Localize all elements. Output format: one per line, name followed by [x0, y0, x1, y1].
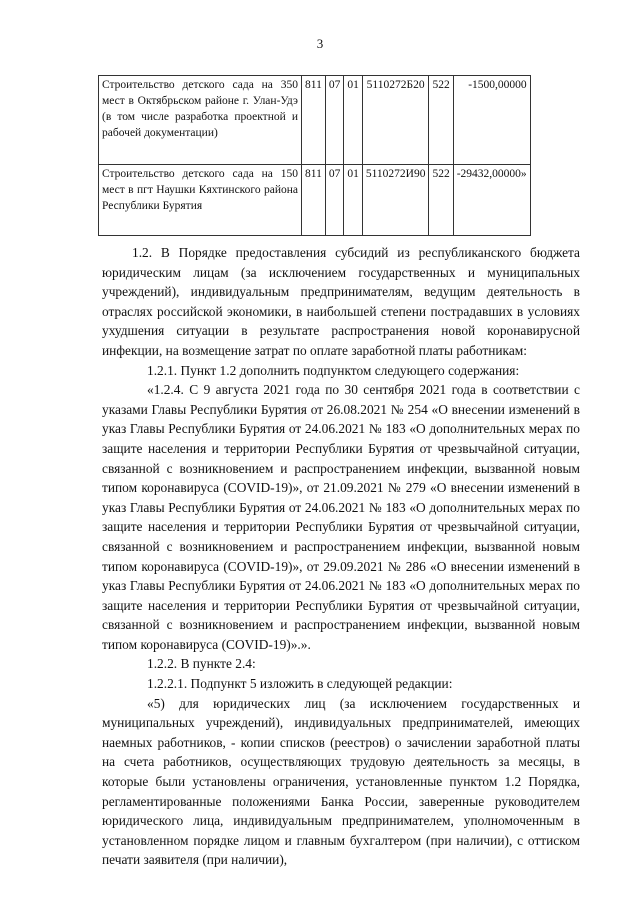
- table-cell-amount: -1500,00000: [453, 76, 530, 165]
- table-cell-target-code: 5110272Б20: [362, 76, 429, 165]
- paragraph-subitem-5-quote: «5) для юридических лиц (за исключением государственных и муниципальных учреждений), индивидуальных предпринимателей, имеющих наемных работников, - копии списков (реестров) о зачислении заработной платы на счета работников, осуществляющих трудовую деятельность за месяцы, в которые были установлены ограничения, установленные пунктом 1.2 Порядка, регламентированные положениями Банка России, заверенные руководителем юридического лица, индивидуальным предпринимателем, уполномоченным в установленном порядке лицом и главным бухгалтером (при наличии), с оттиском печати заявителя (при наличии),: [102, 695, 580, 868]
- table-cell-type-code: 522: [429, 76, 453, 165]
- table-cell-code: 01: [344, 76, 363, 165]
- table-cell-code: 01: [344, 165, 363, 236]
- paragraph-1-2-2: 1.2.2. В пункте 2.4:: [147, 656, 256, 672]
- table-cell-code: 811: [302, 76, 326, 165]
- budget-table: [98, 75, 531, 236]
- table-cell-type-code: 522: [429, 165, 453, 236]
- table-cell-description: Строительство детского сада на 350 мест в Октябрьском районе г. Улан-Удэ (в том числе разработка проектной и рабочей документации): [99, 76, 302, 165]
- table-cell-amount: -29432,00000»: [453, 165, 530, 236]
- paragraph-1-2-4-quote: «1.2.4. С 9 августа 2021 года по 30 сентября 2021 года в соответствии с указами Главы Республики Бурятия от 26.08.2021 № 254 «О внесении изменений в указ Главы Республики Бурятия от 24.06.2021 № 183 «О дополнительных мерах по защите населения и территории Республики Бурятия от чрезвычайной ситуации, связанной с возникновением и распространением инфекции, вызванной новым типом коронавируса (COVID-19)», от 21.09.2021 № 279 «О внесении изменений в указ Главы Республики Бурятия от 24.06.2021 № 183 «О дополнительных мерах по защите населения и территории Республики Бурятия от чрезвычайной ситуации, связанной с возникновением и распространением инфекции, вызванной новым типом коронавируса (COVID-19)», от 29.09.2021 № 286 «О внесении изменений в указ Главы Республики Бурятия от 24.06.2021 № 183 «О дополнительных мерах по защите населения и территории Республики Бурятия от чрезвычайной ситуации, связанной с возникновением и распространением инфекции, вызванной новым типом коронавируса (COVID-19)».».: [102, 382, 580, 652]
- table-row: [99, 76, 531, 165]
- page-number: 3: [316, 36, 324, 51]
- document-body: [102, 243, 580, 870]
- table-cell-target-code: 5110272И90: [362, 165, 429, 236]
- table-cell-code: 07: [325, 165, 344, 236]
- paragraph-1-2-2-1: 1.2.2.1. Подпункт 5 изложить в следующей редакции:: [147, 676, 453, 692]
- paragraph-1-2-1: 1.2.1. Пункт 1.2 дополнить подпунктом следующего содержания:: [147, 362, 520, 378]
- paragraph-1-2: 1.2. В Порядке предоставления субсидий из республиканского бюджета юридическим лицам (за исключением государственных и муниципальных учреждений), индивидуальным предпринимателям, ведущим деятельность в отраслях российской экономики, в наибольшей степени пострадавших в условиях ухудшения ситуации в результате распространения новой коронавирусной инфекции, на возмещение затрат по оплате заработной платы работникам:: [102, 245, 580, 358]
- table-cell-description: Строительство детского сада на 150 мест в пгт Наушки Кяхтинского района Республики Бурятия: [99, 165, 302, 236]
- table-row: [99, 165, 531, 236]
- table-cell-code: 07: [325, 76, 344, 165]
- table-cell-code: 811: [302, 165, 326, 236]
